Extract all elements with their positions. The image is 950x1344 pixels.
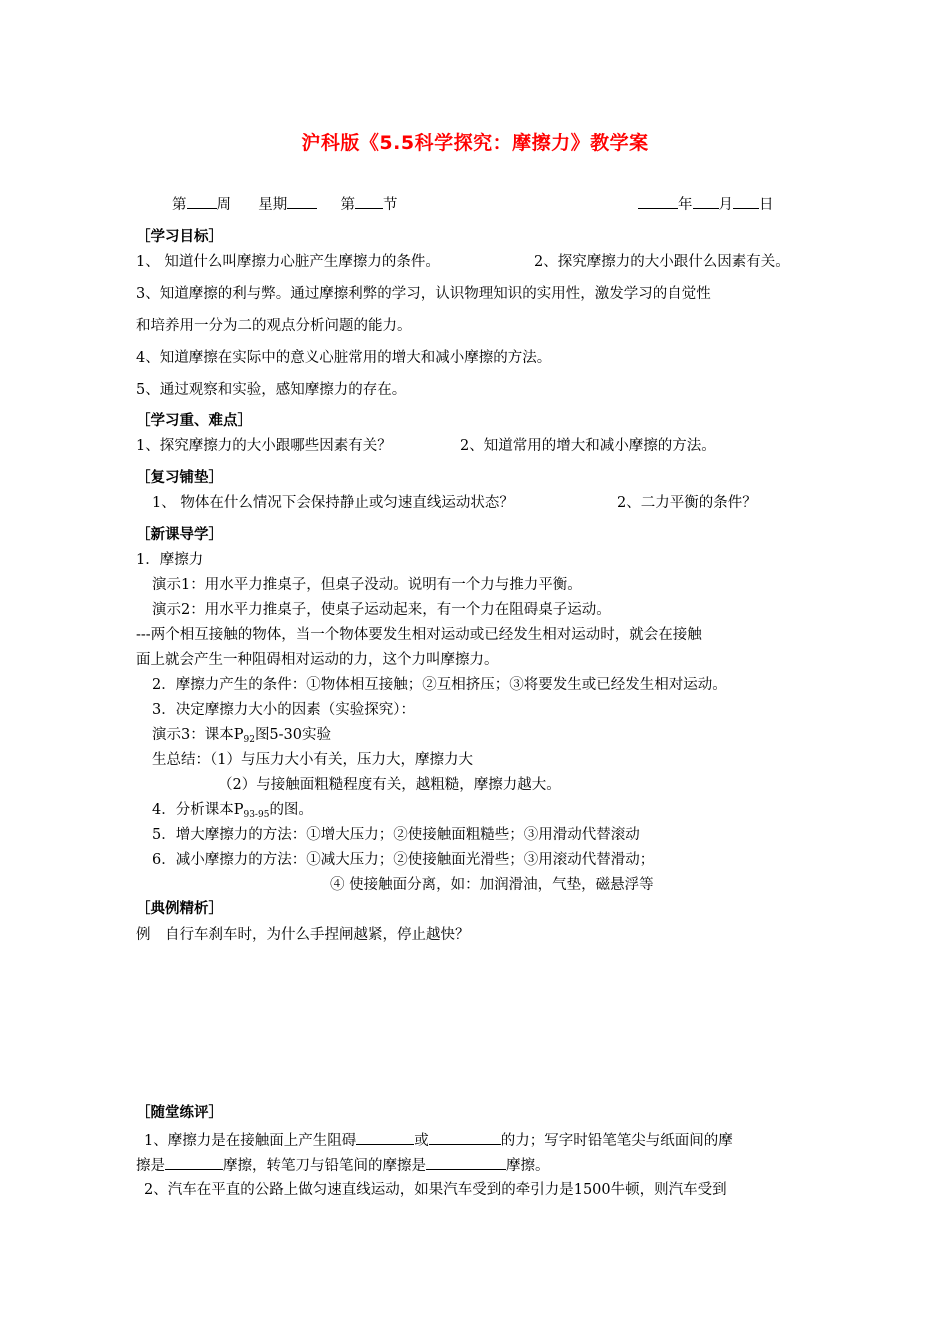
year-label: 年 xyxy=(678,197,693,213)
lesson-line-13: 6．减小摩擦力的方法：①减大压力；②使接触面光滑些；③用滚动代替滑动； xyxy=(152,852,655,868)
date-weekday-label: 星期 xyxy=(258,197,288,213)
section-newlesson-heading: ［新课导学］ xyxy=(136,526,223,543)
lesson-line-2: 演示1：用水平力推桌子，但桌子没动。说明有一个力与推力平衡。 xyxy=(152,577,582,593)
lesson-line-10: （2）与接触面粗糙程度有关，越粗糙，摩擦力越大。 xyxy=(218,777,561,793)
goal-5: 5、通过观察和实验，感知摩擦力的存在。 xyxy=(136,382,407,398)
practice-1-text-a: 1、摩擦力是在接触面上产生阻碍 xyxy=(144,1133,357,1149)
lesson-line-11-tail: 的图。 xyxy=(269,802,313,818)
section-keypoints-heading: ［学习重、难点］ xyxy=(136,412,252,429)
review-2: 2、二力平衡的条件？ xyxy=(617,495,757,511)
practice-1-text-c: 的力；写字时铅笔笔尖与纸面间的摩 xyxy=(500,1133,733,1149)
section-goals-heading: ［学习目标］ xyxy=(136,228,223,245)
section-example-heading: ［典例精析］ xyxy=(136,900,223,917)
week-blank xyxy=(187,194,217,209)
practice-2-text-c: 摩擦。 xyxy=(506,1158,550,1174)
day-label: 日 xyxy=(759,197,774,213)
lesson-line-8-tail: 图5-30实验 xyxy=(254,727,332,743)
lesson-line-9: 生总结：（1）与压力大小有关，压力大，摩擦力大 xyxy=(152,752,473,768)
weekday-blank xyxy=(287,194,317,209)
lesson-line-8-text: 演示3：课本P xyxy=(152,727,244,743)
page-title: 沪科版《5.5科学探究：摩擦力》教学案 xyxy=(301,132,649,154)
date-period-suffix: 节 xyxy=(382,197,398,213)
goal-3b: 和培养用一分为二的观点分析问题的能力。 xyxy=(136,318,412,334)
practice-line-2 xyxy=(136,1155,550,1176)
review-1: 1、 物体在什么情况下会保持静止或匀速直线运动状态？ xyxy=(152,495,514,511)
date-period-prefix: 第 xyxy=(340,197,355,213)
section-review-heading: ［复习铺垫］ xyxy=(136,469,223,486)
practice-2-text-a: 擦是 xyxy=(136,1158,165,1174)
practice-1-blank-2 xyxy=(429,1130,501,1145)
lesson-line-8 xyxy=(152,725,331,750)
day-blank xyxy=(733,194,759,209)
practice-2-blank-2 xyxy=(426,1155,506,1170)
practice-1-blank-1 xyxy=(356,1130,414,1145)
lesson-line-12: 5．增大摩擦力的方法：①增大压力；②使接触面粗糙些；③用滑动代替滚动 xyxy=(152,827,640,843)
practice-1-text-b: 或 xyxy=(414,1133,429,1149)
lesson-line-7: 3．决定摩擦力大小的因素（实验探究）： xyxy=(152,702,415,718)
section-practice-heading: ［随堂练评］ xyxy=(136,1104,223,1121)
practice-line-3: 2、汽车在平直的公路上做匀速直线运动，如果汽车受到的牵引力是1500牛顿，则汽车受到 xyxy=(144,1182,727,1198)
year-blank xyxy=(638,194,678,209)
goal-4: 4、知道摩擦在实际中的意义心脏常用的增大和减小摩擦的方法。 xyxy=(136,350,552,366)
keypoint-2: 2、知道常用的增大和减小摩擦的方法。 xyxy=(460,438,716,454)
date-ymd xyxy=(638,194,774,215)
date-line xyxy=(172,194,397,215)
page-range-subscript: 93-95 xyxy=(243,810,270,820)
month-label: 月 xyxy=(718,197,733,213)
example-question: 例 自行车刹车时，为什么手捏闸越紧，停止越快？ xyxy=(136,927,470,943)
practice-2-blank-1 xyxy=(165,1155,223,1170)
date-week-prefix: 第 xyxy=(172,197,187,213)
goal-2: 2、探究摩擦力的大小跟什么因素有关。 xyxy=(534,254,790,270)
lesson-line-14: ④ 使接触面分离，如：加润滑油，气垫，磁悬浮等 xyxy=(330,877,654,893)
lesson-line-3: 演示2：用水平力推桌子，使桌子运动起来，有一个力在阻碍桌子运动。 xyxy=(152,602,611,618)
goal-1: 1、 知道什么叫摩擦力心脏产生摩擦力的条件。 xyxy=(136,254,440,270)
practice-line-1 xyxy=(144,1130,733,1151)
keypoint-1: 1、探究摩擦力的大小跟哪些因素有关？ xyxy=(136,438,392,454)
month-blank xyxy=(693,194,719,209)
goal-3a: 3、知道摩擦的利与弊。通过摩擦利弊的学习，认识物理知识的实用性，激发学习的自觉性 xyxy=(136,286,711,302)
lesson-line-11 xyxy=(152,800,313,825)
lesson-line-5: 面上就会产生一种阻碍相对运动的力，这个力叫摩擦力。 xyxy=(136,652,499,668)
lesson-line-4: ---两个相互接触的物体，当一个物体要发生相对运动或已经发生相对运动时，就会在接触 xyxy=(136,627,702,643)
date-week-suffix: 周 xyxy=(216,197,231,213)
page-ref-subscript: 92 xyxy=(243,735,255,745)
practice-2-text-b: 摩擦，转笔刀与铅笔间的摩擦是 xyxy=(223,1158,426,1174)
lesson-line-11-text: 4．分析课本P xyxy=(152,802,244,818)
lesson-line-1: 1．摩擦力 xyxy=(136,552,204,568)
lesson-line-6: 2．摩擦力产生的条件：①物体相互接触；②互相挤压；③将要发生或已经发生相对运动。 xyxy=(152,677,727,693)
period-blank xyxy=(355,194,383,209)
